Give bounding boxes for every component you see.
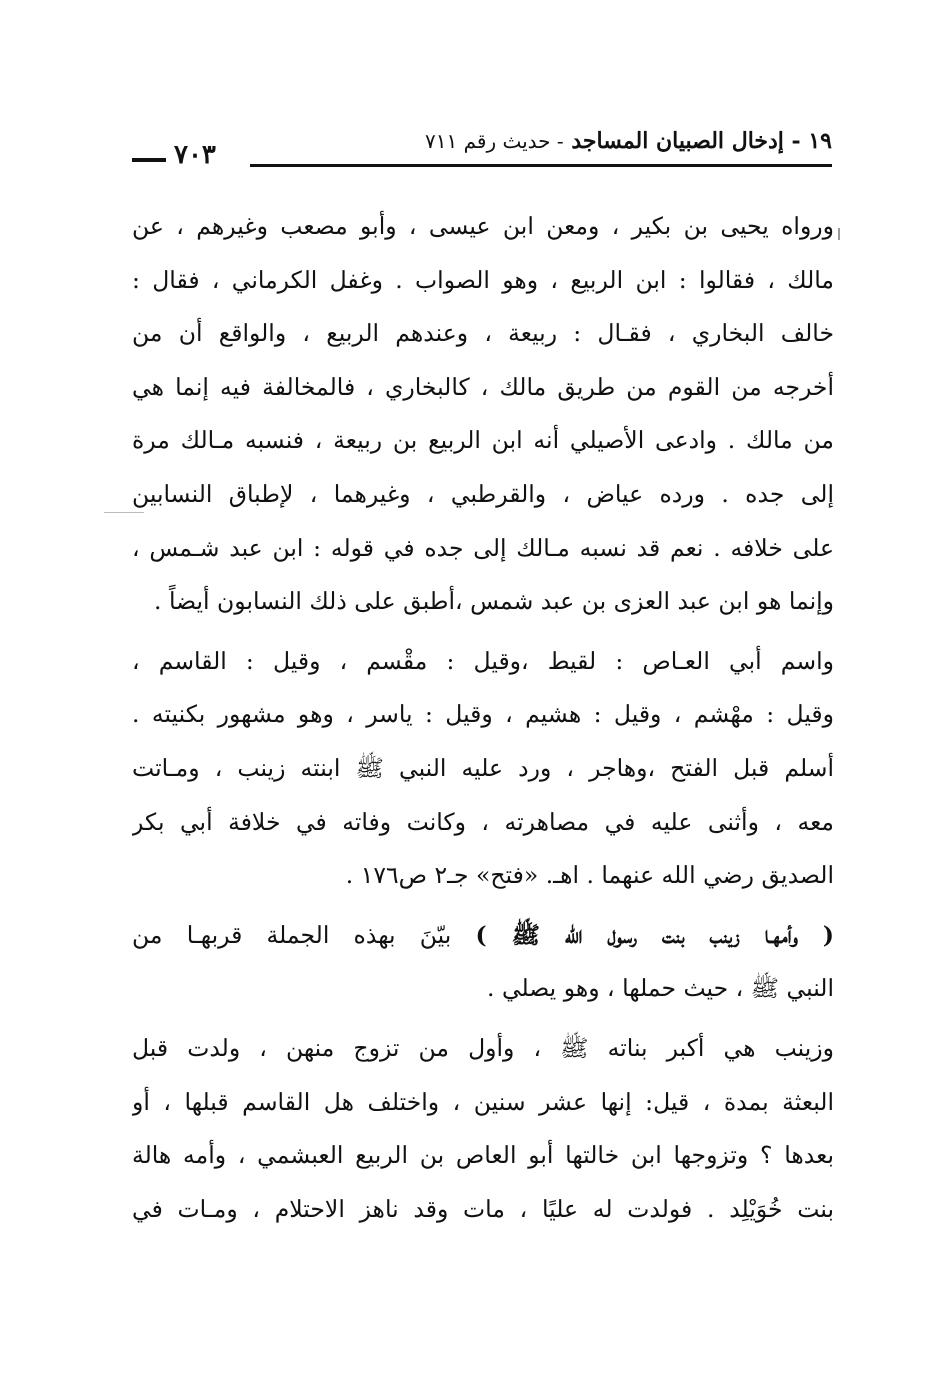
text-line: أخرجه من القوم من طريق مالك ، كالبخاري ، فالمخالفة فيه إنما هي [132,372,834,401]
running-title [425,128,832,154]
text-line: واسم أبي العـاص : لقيط ،وقيل : مقْسم ، وقيل : القاسم ، [132,646,834,675]
paragraph-3 [132,909,834,1016]
text-line: خالف البخاري ، فقـال : ربيعة ، وعندهم الربيع ، والواقع أن من [132,319,834,348]
text-line: بعدها ؟ وتزوجها ابن خالتها أبو العاص بن الربيع العبشمي ، وأمه هالة [132,1141,834,1170]
text-line: من مالك . وادعى الأصيلي أنه ابن الربيع بن ربيعة ، فنسبه مـالك مرة [132,426,834,455]
text-line: الصديق رضي الله عنهما . اهـ. «فتح» جـ٢ ص١٧٦ . [345,861,834,890]
paragraph-2 [132,635,834,903]
text-line: مالك ، فقالوا : ابن الربيع ، وهو الصواب . وغفل الكرماني ، فقال : [132,265,834,294]
text-line: وقيل : مهْشم ، وقيل : هشيم ، وقيل : ياسر ، وهو مشهور بكنيته . [132,700,834,729]
page-header [132,128,832,174]
chapter-title: ١٩ - إدخال الصبيان المساجد [571,128,832,154]
scan-edge-mark [838,228,840,240]
page-number-dash [132,158,166,162]
text-line: البعثة بمدة ، قيل: إنها عشر سنين ، واختلف هل القاسم قبلها ، أو [132,1087,834,1116]
paragraph-4 [132,1022,834,1236]
text-line: النبي ﷺ ، حيث حملها ، وهو يصلي . [487,974,834,1003]
body-text [132,200,834,1236]
hadith-quote: ( وأمهـا زينب بنت رسول الله ﷺ ) [475,920,834,949]
text-line: وإنما هو ابن عبد العزى بن عبد شمس ،أطبق على ذلك النسابون أيضاً . [154,587,834,616]
text-segment: بيّنَ بهذه الجملة قربهـا من [132,920,476,949]
paragraph-1 [132,200,834,629]
hadith-reference: - حديث رقم ٧١١ [425,129,564,153]
header-rule [250,164,832,167]
text-line: معه ، وأثنى عليه في مصاهرته ، وكانت وفاته في خلافة أبي بكر [132,807,834,836]
text-line: ورواه يحيى بن بكير ، ومعن ابن عيسى ، وأبو مصعب وغيرهم ، عن [132,212,834,240]
text-line: أسلم قبل الفتح ،وهاجر ، ورد عليه النبي ﷺ ابنته زينب ، ومـاتت [132,753,834,782]
text-line [132,909,834,963]
text-line: بنت خُوَيْلِد . فولدت له عليًا ، مات وقد ناهز الاحتلام ، ومـات في [132,1194,834,1223]
page-number: ٧٠٣ [174,140,216,170]
text-line: إلى جده . ورده عياض ، والقرطبي ، وغيرهما ، لإطباق النسابين [132,479,834,508]
text-line: وزينب هي أكبر بناته ﷺ ، وأول من تزوج منهن ، ولدت قبل [132,1033,834,1062]
text-line: على خلافه . نعم قد نسبه مـالك إلى جده في قوله : ابن عبد شـمس ، [132,533,834,562]
